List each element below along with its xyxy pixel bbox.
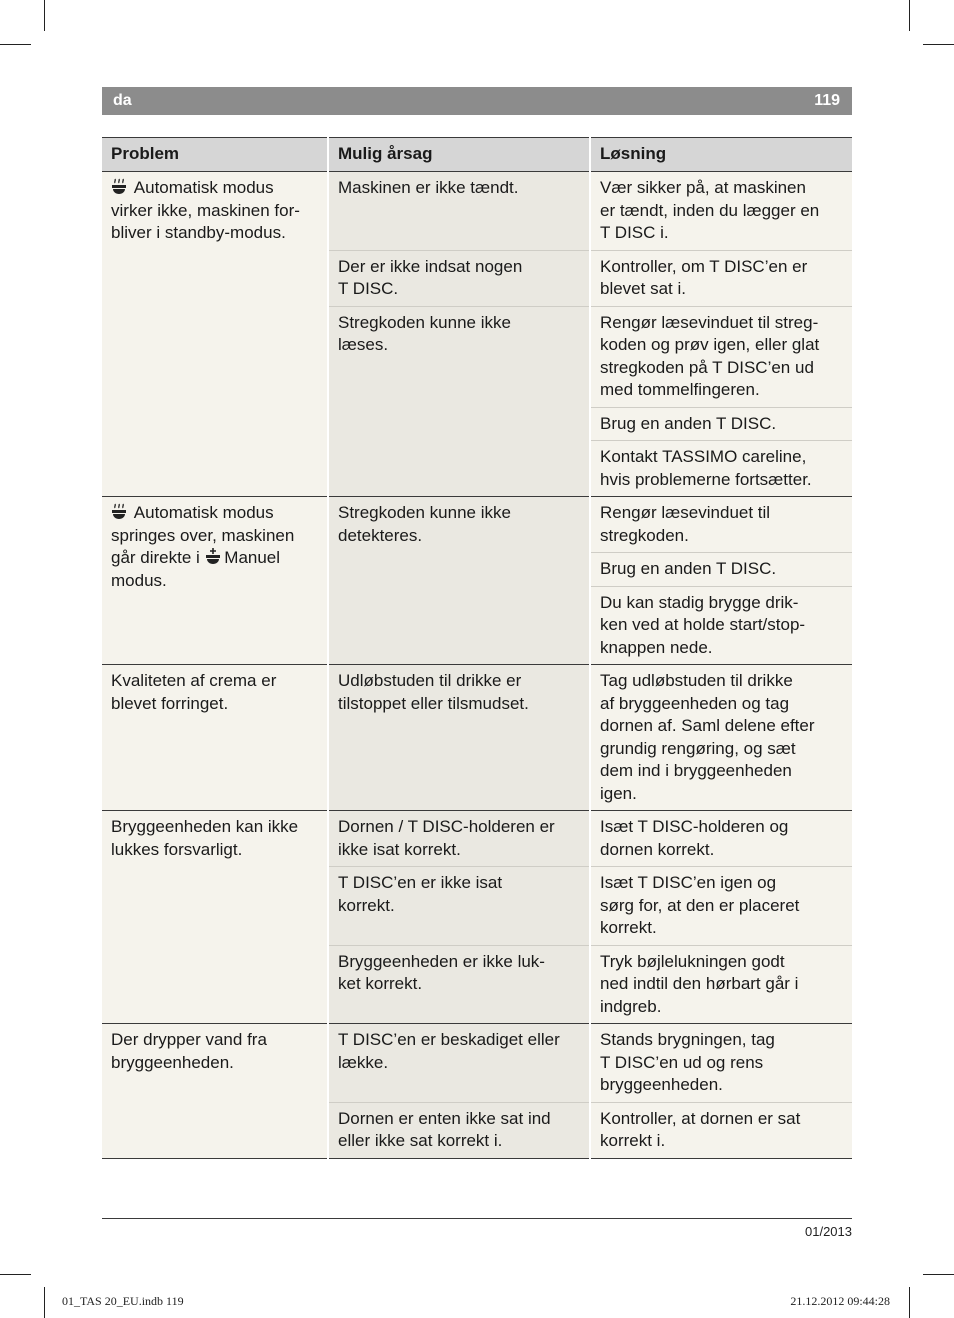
solution-text-line: T DISC i. <box>600 223 669 242</box>
solution-text-line: Rengør læsevinduet til <box>600 503 771 522</box>
manual-mode-icon <box>205 548 221 566</box>
solution-text-line: indgreb. <box>600 996 662 1016</box>
problem-text-line: blevet forringet. <box>111 693 229 713</box>
cause-cell <box>328 1102 590 1158</box>
solution-text-line: Isæt T DISC-holderen og <box>600 817 789 836</box>
cause-cell <box>328 172 590 251</box>
solution-text-line: korrekt i. <box>600 1131 666 1150</box>
solution-text-line: grundig rengøring, og sæt <box>600 738 796 758</box>
problem-cell <box>102 172 328 497</box>
solution-text-line: sørg for, at den er placeret <box>600 895 800 915</box>
solution-text-line: ned indtil den hørbart går i <box>600 974 799 993</box>
problem-text-line: går direkte i <box>111 548 200 567</box>
language-code: da <box>113 92 132 109</box>
solution-cell <box>590 1024 852 1103</box>
cause-text-line: Stregkoden kunne ikke <box>338 312 511 332</box>
troubleshooting-table <box>102 137 852 1159</box>
solution-text-line: Kontakt TASSIMO careline, <box>600 447 807 466</box>
solution-text-line: korrekt. <box>600 918 657 937</box>
solution-text-line: stregkoden. <box>600 525 689 545</box>
cause-text-line: Bryggeenheden er ikke luk- <box>338 951 545 971</box>
problem-text-line: Bryggeenheden kan ikke <box>111 817 299 836</box>
column-header-solution: Løsning <box>590 138 852 172</box>
cause-text-line: T DISC. <box>338 279 399 298</box>
footer-divider <box>102 1218 852 1219</box>
solution-cell <box>590 1102 852 1158</box>
problem-cell <box>102 497 328 665</box>
table-row <box>102 665 852 811</box>
cause-cell <box>328 497 590 665</box>
print-slug-file: 01_TAS 20_EU.indb 119 <box>62 1294 184 1308</box>
cause-text-line: Der er ikke indsat nogen <box>338 256 523 276</box>
table-row <box>102 497 852 553</box>
solution-cell <box>590 441 852 497</box>
cause-text-line: korrekt. <box>338 895 395 915</box>
solution-text-line: med tommelfingeren. <box>600 380 760 399</box>
solution-text-line: er tændt, inden du lægger en <box>600 200 820 220</box>
solution-text-line: Du kan stadig brygge drik- <box>600 592 799 612</box>
automatic-mode-icon <box>111 178 127 196</box>
automatic-mode-icon <box>111 503 127 521</box>
cause-cell <box>328 665 590 811</box>
solution-text-line: af bryggeenheden og tag <box>600 693 790 713</box>
solution-cell <box>590 586 852 665</box>
cause-cell <box>328 250 590 306</box>
problem-text-line: Automatisk modus <box>130 503 274 522</box>
cause-text-line: T DISC’en er ikke isat <box>338 873 503 892</box>
crop-mark <box>909 0 910 31</box>
solution-text-line: stregkoden på T DISC’en ud <box>600 357 814 377</box>
page-number: 119 <box>814 92 840 109</box>
solution-text-line: Vær sikker på, at maskinen <box>600 178 806 197</box>
cause-cell <box>328 811 590 867</box>
solution-text-line: hvis problemerne fortsætter. <box>600 469 812 489</box>
solution-cell <box>590 250 852 306</box>
solution-cell <box>590 945 852 1024</box>
cause-text-line: Dornen er enten ikke sat ind <box>338 1108 551 1128</box>
solution-cell <box>590 665 852 811</box>
solution-text-line: dem ind i bryggeenheden <box>600 761 792 780</box>
solution-text-line: knappen nede. <box>600 637 713 657</box>
problem-text-line: modus. <box>111 570 167 590</box>
footer-date: 01/2013 <box>805 1224 852 1239</box>
solution-text-line: Kontroller, om T DISC’en er <box>600 256 808 276</box>
crop-mark <box>0 1274 31 1275</box>
problem-text-line: bliver i standby-modus. <box>111 223 286 242</box>
cause-text-line: Stregkoden kunne ikke <box>338 503 511 522</box>
crop-mark <box>909 1287 910 1318</box>
problem-text-line: bryggeenheden. <box>111 1052 234 1072</box>
cause-text-line: lække. <box>338 1052 389 1072</box>
solution-cell <box>590 553 852 587</box>
solution-cell <box>590 867 852 946</box>
table-body <box>102 172 852 1159</box>
solution-cell <box>590 172 852 251</box>
crop-mark <box>44 1287 45 1318</box>
table-row <box>102 172 852 251</box>
problem-text-line: Der drypper vand fra <box>111 1030 267 1049</box>
solution-text-line: Tag udløbstuden til drikke <box>600 671 793 690</box>
solution-cell <box>590 497 852 553</box>
cause-cell <box>328 867 590 946</box>
cause-text-line: læses. <box>338 335 389 354</box>
solution-cell <box>590 407 852 441</box>
solution-text-line: dornen korrekt. <box>600 839 715 859</box>
solution-text-line: bryggeenheden. <box>600 1075 723 1094</box>
cause-text-line: ket korrekt. <box>338 974 423 993</box>
cause-text-line: ikke isat korrekt. <box>338 839 461 859</box>
column-header-cause: Mulig årsag <box>328 138 590 172</box>
problem-text-line: Automatisk modus <box>130 178 274 197</box>
table-header-row <box>102 138 852 172</box>
solution-text-line: dornen af. Saml delene efter <box>600 716 815 735</box>
solution-text-line: ken ved at holde start/stop- <box>600 615 806 634</box>
problem-cell <box>102 665 328 811</box>
cause-cell <box>328 1024 590 1103</box>
solution-cell <box>590 306 852 407</box>
solution-text-line: igen. <box>600 783 637 803</box>
solution-text-line: Brug en anden T DISC. <box>600 559 777 578</box>
cause-cell <box>328 306 590 497</box>
column-header-problem: Problem <box>102 138 328 172</box>
problem-text-line: Kvaliteten af crema er <box>111 671 277 690</box>
cause-text-line: tilstoppet eller tilsmudset. <box>338 693 529 713</box>
solution-text-line: Brug en anden T DISC. <box>600 413 777 433</box>
print-slug-timestamp: 21.12.2012 09:44:28 <box>790 1294 890 1308</box>
cause-cell <box>328 945 590 1024</box>
table-row <box>102 811 852 867</box>
cause-text-line: Dornen / T DISC-holderen er <box>338 817 555 836</box>
problem-text-line: Manuel <box>219 548 281 567</box>
solution-text-line: Kontroller, at dornen er sat <box>600 1108 801 1128</box>
table-row <box>102 1024 852 1103</box>
problem-text-line: lukkes forsvarligt. <box>111 839 243 859</box>
solution-text-line: Isæt T DISC’en igen og <box>600 873 777 892</box>
crop-mark <box>923 44 954 45</box>
crop-mark <box>923 1274 954 1275</box>
solution-text-line: Tryk bøjlelukningen godt <box>600 951 785 971</box>
solution-cell <box>590 811 852 867</box>
problem-text-line: virker ikke, maskinen for- <box>111 200 300 220</box>
crop-mark <box>0 44 31 45</box>
cause-text-line: Udløbstuden til drikke er <box>338 671 522 690</box>
cause-text-line: detekteres. <box>338 525 423 545</box>
solution-text-line: koden og prøv igen, eller glat <box>600 335 820 354</box>
cause-text-line: eller ikke sat korrekt i. <box>338 1131 503 1150</box>
crop-mark <box>44 0 45 31</box>
cause-text-line: Maskinen er ikke tændt. <box>338 178 519 197</box>
problem-text-line: springes over, maskinen <box>111 525 295 545</box>
solution-text-line: Stands brygningen, tag <box>600 1030 775 1049</box>
solution-text-line: blevet sat i. <box>600 279 686 298</box>
cause-text-line: T DISC’en er beskadiget eller <box>338 1030 560 1049</box>
solution-text-line: Rengør læsevinduet til streg- <box>600 312 819 332</box>
page-header-bar <box>102 87 852 115</box>
problem-cell <box>102 811 328 1024</box>
solution-text-line: T DISC’en ud og rens <box>600 1052 764 1072</box>
problem-cell <box>102 1024 328 1159</box>
